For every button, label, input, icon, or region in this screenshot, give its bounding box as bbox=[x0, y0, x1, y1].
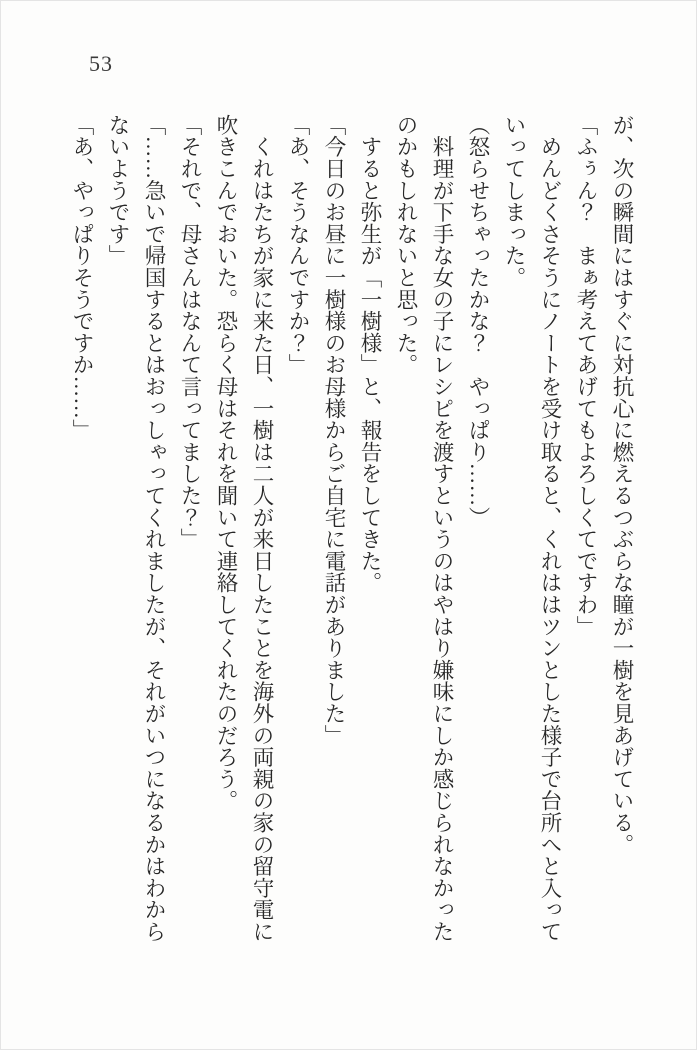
text-line: 料理が下手な女の子にレシピを渡すというのはやはり嫌味にしか感じられなかった bbox=[430, 114, 454, 943]
text-line: すると弥生が「一樹様」と、報告をしてきた。 bbox=[358, 114, 382, 594]
text-line: 「それで、母さんはなんて言ってました？」 bbox=[178, 114, 202, 550]
text-line: 「あ、そうなんですか？」 bbox=[286, 114, 310, 376]
text-line: ないようです」 bbox=[106, 114, 130, 267]
text-block bbox=[64, 114, 640, 956]
text-line: いってしまった。 bbox=[502, 114, 526, 289]
text-line: くれはたちが家に来た日、一樹は二人が来日したことを海外の両親の家の留守電に bbox=[250, 114, 274, 943]
text-line: （怒らせちゃったかな？ やっぱり……） bbox=[466, 114, 490, 529]
text-line: めんどくさそうにノートを受け取ると、くれははツンとした様子で台所へと入って bbox=[538, 114, 562, 943]
text-line: が、次の瞬間にはすぐに対抗心に燃えるつぶらな瞳が一樹を見あげている。 bbox=[610, 114, 634, 856]
text-line: 「今日のお昼に一樹様のお母様からご自宅に電話がありました」 bbox=[322, 114, 346, 747]
text-line: のかもしれないと思った。 bbox=[394, 114, 418, 376]
text-line: 「あ、やっぱりそうですか……」 bbox=[70, 114, 94, 441]
text-line: 吹きこんでおいた。恐らく母はそれを聞いて連絡してくれたのだろう。 bbox=[214, 114, 238, 812]
page-number: 53 bbox=[89, 51, 113, 76]
text-line: 「……急いで帰国するとはおっしゃってくれましたが、それがいつになるかはわから bbox=[142, 114, 166, 943]
text-line: 「ふぅん？ まぁ考えてあげてもよろしくてですわ」 bbox=[574, 114, 598, 638]
